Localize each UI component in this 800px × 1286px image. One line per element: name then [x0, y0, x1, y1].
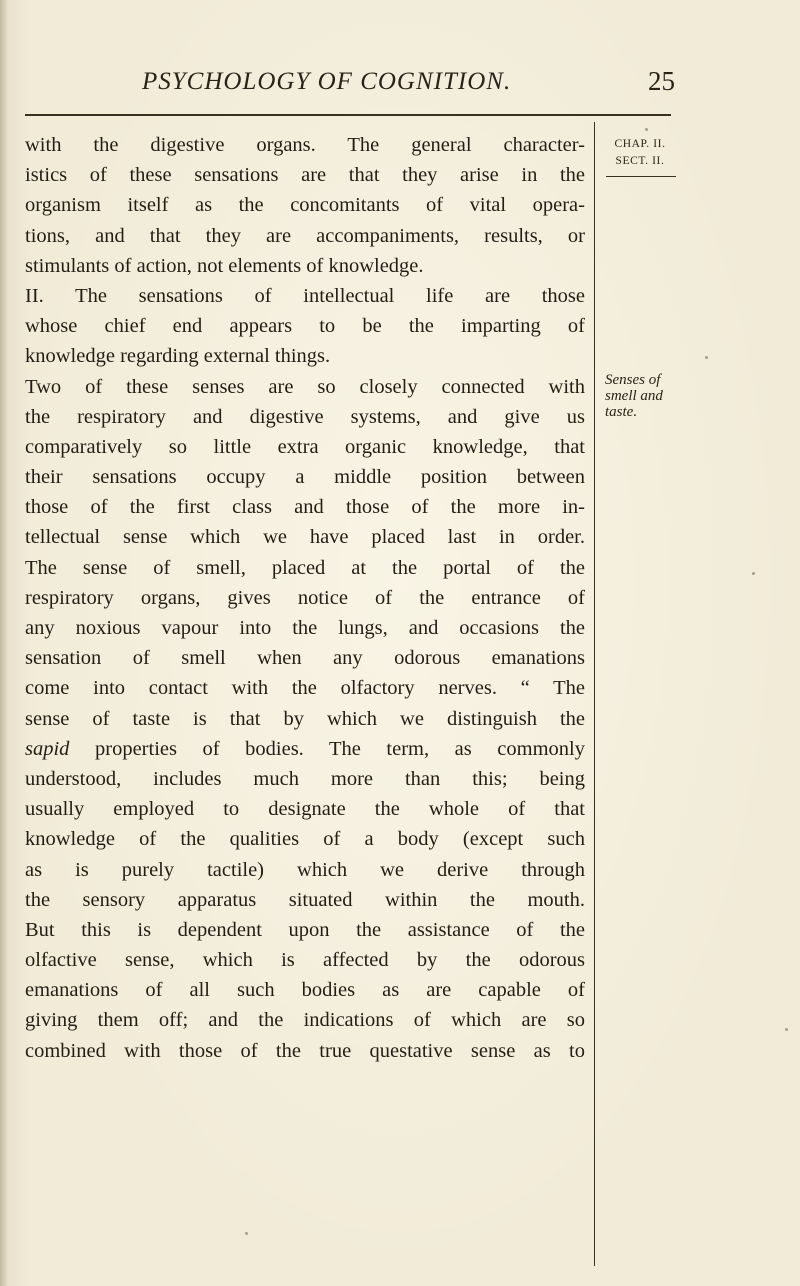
body-line: as is purely tactile) which we derive through	[25, 858, 585, 881]
margin-note-line: smell and	[605, 388, 663, 404]
body-line: But this is dependent upon the assistance of the	[25, 918, 585, 941]
body-line: Two of these senses are so closely connected with	[25, 375, 585, 398]
body-line: their sensations occupy a middle position between	[25, 466, 585, 489]
body-line: combined with those of the true questative sense as to	[25, 1039, 585, 1062]
paper-speck	[245, 1232, 248, 1235]
body-line-rest: properties of bodies. The term, as commonly	[95, 737, 585, 760]
body-line: giving them off; and the indications of which are so	[25, 1009, 585, 1032]
body-line: olfactive sense, which is affected by the odorous	[25, 949, 585, 972]
body-line: knowledge of the qualities of a body (except such	[25, 828, 585, 851]
margin-note-line: taste.	[605, 404, 638, 420]
body-line: with the digestive organs. The general character-	[25, 134, 585, 156]
body-line: II. The sensations of intellectual life are those	[25, 284, 585, 307]
page-number: 25	[648, 66, 675, 96]
body-line: The sense of smell, placed at the portal of the	[25, 556, 585, 579]
body-line: tions, and that they are accompaniments, results, or	[25, 224, 585, 247]
body-line: istics of these sensations are that they arise in the	[25, 164, 585, 187]
body-line: sensation of smell when any odorous emanations	[25, 647, 585, 670]
body-line: the respiratory and digestive systems, and give us	[25, 405, 585, 428]
body-line: understood, includes much more than this; being	[25, 767, 585, 790]
body-line: come into contact with the olfactory nerves. “ The	[25, 677, 585, 700]
margin-rule	[594, 122, 595, 1266]
paper-speck	[705, 356, 708, 359]
body-line: comparatively so little extra organic knowledge, that	[25, 435, 585, 458]
body-line: stimulants of action, not elements of knowledge.	[25, 254, 424, 277]
margin-chapter-ref	[604, 136, 676, 170]
body-line: sense of taste is that by which we distinguish the	[25, 707, 585, 730]
margin-note	[605, 372, 685, 420]
paper-speck	[785, 1028, 788, 1031]
body-line: organism itself as the concomitants of vital opera-	[25, 194, 585, 217]
body-line: knowledge regarding external things.	[25, 345, 331, 368]
body-line: respiratory organs, gives notice of the entrance of	[25, 586, 585, 609]
body-line: those of the first class and those of the more in-	[25, 496, 585, 519]
body-line: whose chief end appears to be the imparting of	[25, 315, 585, 338]
body-line: tellectual sense which we have placed last in order.	[25, 526, 585, 549]
margin-chapter-rule	[606, 176, 676, 177]
body-line: any noxious vapour into the lungs, and occasions the	[25, 617, 585, 639]
body-line-with-italic	[25, 734, 585, 764]
page-gutter-shadow	[0, 0, 8, 1286]
body-text	[25, 130, 585, 1066]
header-rule	[25, 114, 671, 116]
body-line: usually employed to designate the whole of that	[25, 798, 585, 821]
margin-sect-label: SECT. II.	[615, 155, 665, 167]
running-head-title: PSYCHOLOGY OF COGNITION.	[142, 68, 512, 95]
body-line: emanations of all such bodies as are capable of	[25, 979, 585, 1002]
body-line: the sensory apparatus situated within the mouth.	[25, 888, 585, 911]
paper-speck	[645, 128, 648, 131]
italic-word: sapid	[25, 737, 70, 760]
margin-note-line: Senses of	[605, 372, 661, 388]
paper-speck	[752, 572, 755, 575]
margin-chap-label: CHAP. II.	[614, 138, 666, 150]
